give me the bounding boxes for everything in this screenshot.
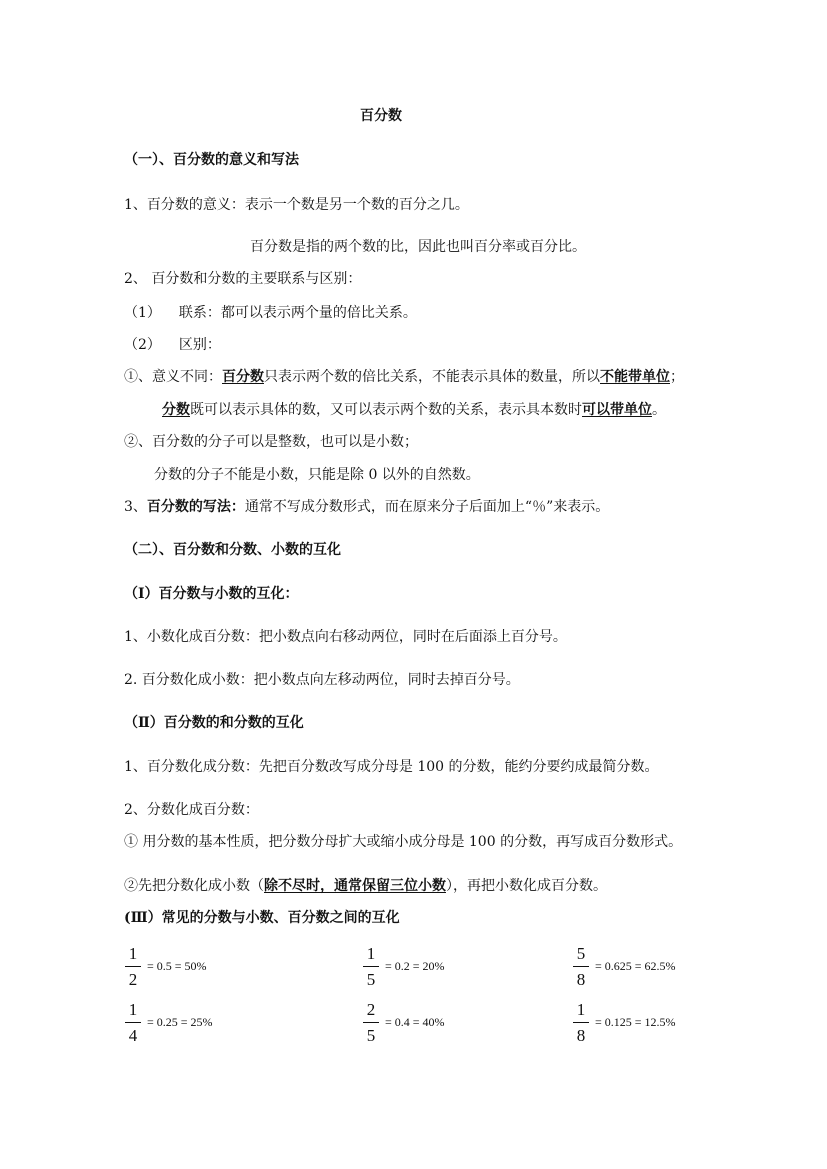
conversion-equation: = 0.5 = 50% [147,959,207,973]
emphasis-fraction: 分数 [162,402,190,418]
paragraph-meaning: 1、百分数的意义：表示一个数是另一个数的百分之几。 [124,197,469,213]
conversion-equation: = 0.2 = 20% [385,959,445,973]
fraction-to-percent: 2、分数化成百分数： [124,802,259,818]
fraction-to-percent-method-1: ① 用分数的基本性质，把分数分母扩大或缩小成分母是 100 的分数，再写成百分数形式。 [124,834,683,850]
emphasis-no-unit: 不能带单位 [600,369,670,385]
text-run: 既可以表示具体的数，又可以表示两个数的关系，表示具本数时 [190,402,582,418]
fraction-bar [125,966,141,967]
fraction-to-percent-method-2 [124,876,607,896]
conversion-equation: = 0.125 = 12.5% [595,1015,676,1029]
denominator: 8 [576,970,586,989]
difference-line-2 [162,400,666,420]
text-run: ②先把分数化成小数（ [124,878,264,894]
difference-line-3: ②、百分数的分子可以是整数，也可以是小数； [124,434,418,450]
denominator: 5 [366,970,376,989]
paragraph-writing [124,497,609,517]
conversion-equation: = 0.625 = 62.5% [595,959,676,973]
fraction [363,1000,379,1046]
fraction [125,944,141,990]
text-run: 通常不写成分数形式，而在原来分子后面加上“％”来表示。 [244,499,610,515]
emphasis-rounding: 除不尽时，通常保留三位小数 [264,878,446,894]
fraction [125,1000,141,1046]
conversion-equation: = 0.25 = 25% [147,1015,213,1029]
section-2-heading: （二）、百分数和分数、小数的互化 [124,542,341,558]
text-run: 只表示两个数的倍比关系，不能表示具体的数量，所以 [264,369,600,385]
decimal-to-percent: 1、小数化成百分数：把小数点向右移动两位，同时在后面添上百分号。 [124,629,567,645]
text-run: ； [670,369,684,385]
difference-line-1 [124,367,684,387]
paragraph-relation: 2、 百分数和分数的主要联系与区别： [124,271,362,287]
denominator: 4 [128,1026,138,1045]
fraction [573,1000,589,1046]
emphasis-can-unit: 可以带单位 [582,402,652,418]
numerator: 2 [366,1000,376,1019]
text-run: ），再把小数化成百分数。 [446,878,607,894]
numerator: 5 [576,944,586,963]
numerator: 1 [576,1000,586,1019]
paragraph-meaning-detail: 百分数是指的两个数的比，因此也叫百分率或百分比。 [250,239,586,255]
numerator: 1 [128,1000,138,1019]
item-text: 区别： [178,337,221,353]
subsection-1-heading: （Ⅰ）百分数与小数的互化： [124,586,299,602]
item-connection [124,303,417,323]
page-title: 百分数 [360,108,402,124]
emphasis-percent: 百分数 [222,369,264,385]
item-number: （2） [124,337,161,353]
subsection-2-heading: （Ⅱ）百分数的和分数的互化 [124,715,304,731]
subsection-3-heading: (Ⅲ）常见的分数与小数、百分数之间的互化 [124,910,400,926]
percent-to-decimal: 2. 百分数化成小数：把小数点向左移动两位，同时去掉百分号。 [124,672,520,688]
denominator: 2 [128,970,138,989]
fraction-bar [573,1022,589,1023]
section-1-heading: （一）、百分数的意义和写法 [124,152,299,168]
numerator: 1 [128,944,138,963]
fraction-bar [363,966,379,967]
text-run: 。 [652,402,666,418]
fraction-bar [363,1022,379,1023]
fraction [363,944,379,990]
fraction-bar [125,1022,141,1023]
fraction [573,944,589,990]
difference-line-4: 分数的分子不能是小数，只能是除 0 以外的自然数。 [154,467,480,483]
item-difference [124,335,221,355]
text-run: ①、意义不同： [124,369,222,385]
item-text: 联系：都可以表示两个量的倍比关系。 [178,305,417,321]
text-run: 3、 [124,499,147,515]
item-number: （1） [124,305,161,321]
numerator: 1 [366,944,376,963]
percent-to-fraction: 1、百分数化成分数：先把百分数改写成分母是 100 的分数，能约分要约成最简分数。 [124,759,659,775]
emphasis-writing: 百分数的写法： [146,499,245,515]
denominator: 5 [366,1026,376,1045]
conversion-equation: = 0.4 = 40% [385,1015,445,1029]
denominator: 8 [576,1026,586,1045]
fraction-bar [573,966,589,967]
